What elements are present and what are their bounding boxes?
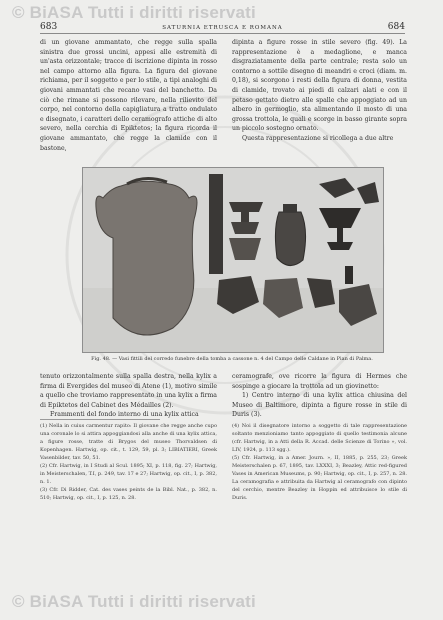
right-page-number: 684: [387, 22, 405, 32]
paragraph: Questa rappresentazione si ricollega a due altre: [242, 134, 394, 142]
footnotes-right: [232, 422, 407, 502]
text-column-left-top: [40, 38, 217, 153]
text-column-right-mid: [232, 372, 407, 420]
footnote: (2) Cfr. Hartwig, in I Studi al Scul. 1895; XI, p. 118, fig. 27; Hartwig, in Meisterschalen, T.I, p. 249, tav. 17 e 27; Hartwig, op. cit., I, p. 382, n. 1.: [40, 463, 217, 485]
paragraph: 1) Centro interno di una kylix attica chiusina del Museo di Baltimore, dipinta a figure rosse in stile di Duris (3).: [232, 392, 407, 419]
footnote: (1) Nella in cuius carmentur rapito: Il giovane che regge anche cupo una coronale lo si attira appoggiandosi alla anche di una kylix attica, a figure rosse, tratte di Brygos del museo Thorvaldsen di Kopenhagen. Hartwig, op. cit., t. 129, 59, pl. 3; LIBIATIERI, Greek Vasenbilder, tav. 50, 51.: [40, 423, 217, 461]
paragraph: dipinta a figure rosse in stile severo (fig. 49). La rappresentazione è a medaglione, e manca disgraziatamente della parte centrale; resta solo un contorno a sottile disegno di meandri e croci (diam. m. 0,18), si scorgono i resti della figura di donna, vestita di clamide, trovato ai piedi di calzari alati e con il petaso gettato dietro alle spalle che appoggiato ad un albero in germoglio, sta alimentando il mosto di una grossa trottola, le quali e scorge in basso girante sopra un piccolo sostegno ornato.: [232, 39, 407, 133]
left-page-number: 683: [40, 22, 58, 32]
running-title: SATURNIA ETRUSCA E ROMANA: [162, 25, 283, 31]
paragraph: ceramografe, ove ricorre la figura di Hermes che sospinge a giocare la trottola ad un giovinetto:: [232, 373, 407, 390]
vases-photo-icon: [83, 168, 383, 352]
footnote: (3) Cfr. Di Ridder, Cat. des vases peints de la Bibl. Nat., p. 382, n. 510; Hartwig, op. cit., I, p. 125, n. 28.: [40, 487, 217, 501]
footnote: (4) Noi il disegnatore intorno a soggetto di tale rappresentazione soltanto menzioniamo tanto appoggiato di quello testimonia alcune (cfr. Hartwig, in a Atti della R. Accad. delle Scienze di Torino », vol. LIV, 1924, p. 113 sgg.).: [232, 423, 407, 453]
footnotes-rule: [40, 419, 160, 420]
paragraph: di un giovane ammantato, che regge sulla spalla sinistra due grossi uncini, appesi alle estremità di un'asta orizzontale; tracce di iscrizione dipinta in rosso nel campo attorno alla figura. La figura del giovane richiama, per il soggetto e per lo stile, a tipi analoghi di giovani ammantati che recano vasi del banchetto. Da ciò che rimane si possono rilevare, nella rilievito del corpo, nel contorno della capigliatura a tratto ondulato e disegnato, i caratteri dello ceramografo attiche di alto severo, nella cerchia di Epiktetos; la figura ricorda il giovane ammantato, che regge la clamide con il bastone,: [40, 39, 217, 152]
text-column-right-top: [232, 38, 407, 144]
watermark-top: © BiASA Tutti i diritti riservati: [12, 3, 256, 22]
header-rule: [40, 33, 405, 34]
running-head: [40, 22, 405, 32]
paragraph: Frammenti del fondo interno di una kylix attica: [50, 411, 199, 419]
watermark-bottom: © BiASA Tutti i diritti riservati: [12, 592, 256, 611]
footnote: (5) Cfr. Hartwig, in a Amer. Journ. », II, 1885, p. 255, 23; Greek Meisterschalen p. 67, 1895, tav. LXXXI, 3; Beazley, Attic red-figured Vases in American Museums, p. 90; Hartwig, op. cit., I, p. 257, n. 28. La ceramografia e attribuita da Hartwig al ceramografo con dipinto del cerchio, mentre Beazley in Hoppin ed attribuisce lo stile di Duris.: [232, 455, 407, 501]
figure-caption: Fig. 48. — Vasi fittili del corredo funebre della tomba a cassone n. 4 del Campo delle Caldane in Pian di Palma.: [91, 356, 373, 362]
text-column-left-mid: [40, 372, 217, 420]
figure-photo: [82, 167, 384, 353]
footnotes-left: [40, 422, 217, 502]
paragraph: tenuto orizzontalmente sulla spalla destra, nella kylix a firma di Evergides del museo di Atene (1), motivo simile a quello che troviamo rappresentato in una kylix a firma di Epiktetos del Cabinet des Médailles (2).: [40, 373, 217, 409]
